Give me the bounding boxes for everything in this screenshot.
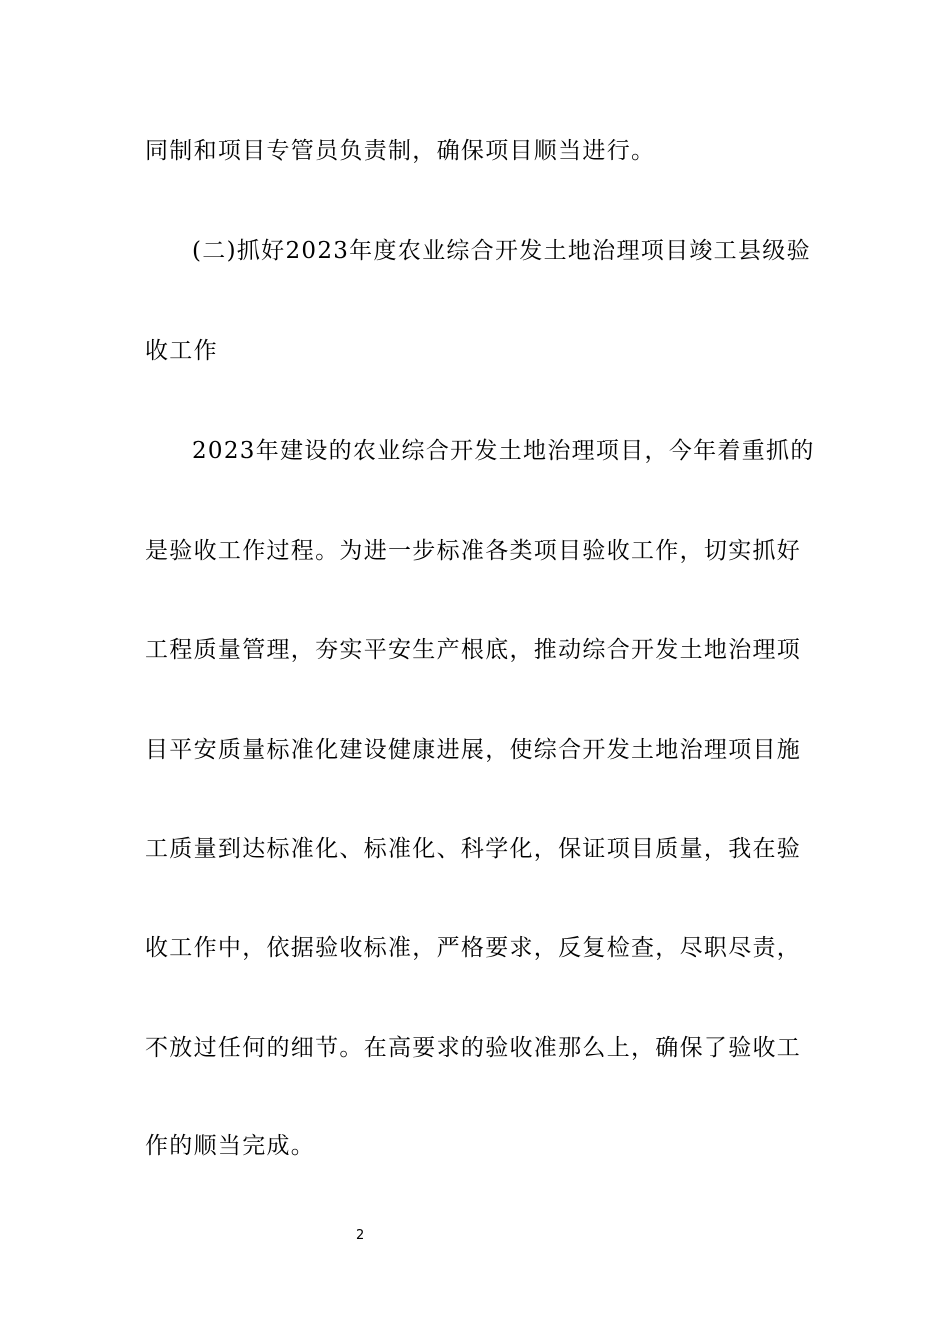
text-line: 不放过任何的细节。在高要求的验收准那么上，确保了验收工 — [145, 1035, 802, 1061]
text-line: 目平安质量标准化建设健康进展，使综合开发土地治理项目施 — [145, 737, 802, 763]
text-line: 是验收工作过程。为进一步标准各类项目验收工作，切实抓好 — [145, 538, 802, 564]
text-line: 同制和项目专管员负责制，确保项目顺当进行。 — [145, 138, 656, 164]
text-line: 工程质量管理，夯实平安生产根底，推动综合开发土地治理项 — [145, 637, 802, 663]
text-line: 作的顺当完成。 — [145, 1133, 316, 1159]
text-line: 2023年建设的农业综合开发土地治理项目，今年着重抓的 — [192, 438, 815, 464]
page-number: 2 — [356, 1228, 365, 1243]
text-line: 收工作中，依据验收标准，严格要求，反复检查，尽职尽责， — [145, 935, 802, 961]
section-heading-line: 收工作 — [145, 338, 218, 364]
section-heading-line: (二)抓好2023年度农业综合开发土地治理项目竣工县级验 — [192, 238, 811, 264]
text-line: 工质量到达标准化、标准化、科学化，保证项目质量，我在验 — [145, 836, 802, 862]
